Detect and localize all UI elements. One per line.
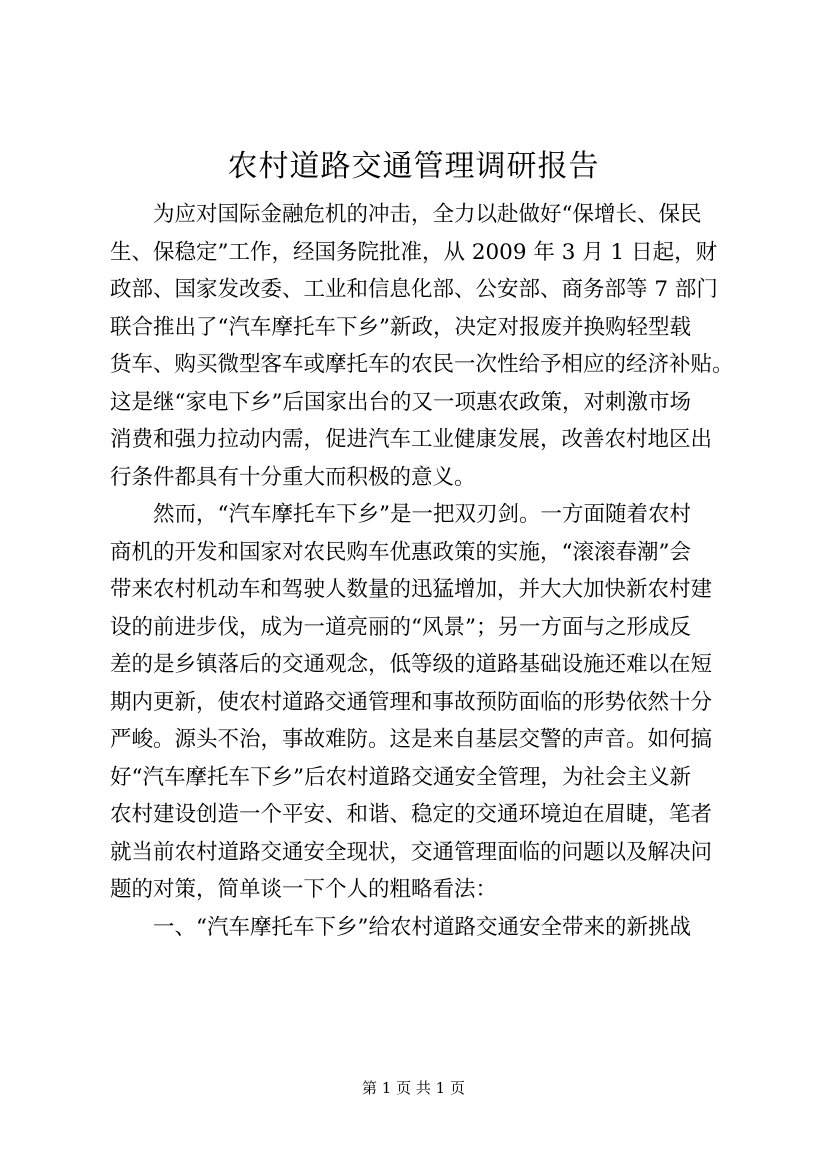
page-footer: 第 1 页 共 1 页 xyxy=(362,1079,465,1097)
paragraph-line: 农村建设创造一个平安、和谐、稳定的交通环境迫在眉睫，笔者 xyxy=(110,802,713,827)
paragraph-line: 就当前农村道路交通安全现状，交通管理面临的问题以及解决问 xyxy=(110,839,713,865)
paragraph-line: 为应对国际金融危机的冲击，全力以赴做好“保增长、保民 xyxy=(153,202,702,227)
paragraph-line: 题的对策，简单谈一下个人的粗略看法： xyxy=(110,877,498,902)
paragraph-line: 货车、购买微型客车或摩托车的农民一次性给予相应的经济补贴。 xyxy=(110,352,734,377)
paragraph-line: 消费和强力拉动内需，促进汽车工业健康发展，改善农村地区出 xyxy=(110,427,713,452)
paragraph-line: 好“汽车摩托车下乡”后农村道路交通安全管理，为社会主义新 xyxy=(110,764,691,790)
paragraph-line: 然而，“汽车摩托车下乡”是一把双刃剑。一方面随着农村 xyxy=(153,502,691,527)
paragraph-line: 期内更新，使农村道路交通管理和事故预防面临的形势依然十分 xyxy=(110,689,713,715)
paragraph-line: 商机的开发和国家对农民购车优惠政策的实施，“滚滚春潮”会 xyxy=(110,539,691,565)
section-heading: 一、“汽车摩托车下乡”给农村道路交通安全带来的新挑战 xyxy=(153,914,691,940)
paragraph-line: 严峻。源头不治，事故难防。这是来自基层交警的声音。如何搞 xyxy=(110,727,713,752)
paragraph-line: 政部、国家发改委、工业和信息化部、公安部、商务部等 7 部门 xyxy=(110,277,718,302)
paragraph-line: 这是继“家电下乡”后国家出台的又一项惠农政策，对刺激市场 xyxy=(110,389,691,415)
paragraph-line: 设的前进步伐，成为一道亮丽的“风景”；另一方面与之形成反 xyxy=(110,614,691,640)
document-title: 农村道路交通管理调研报告 xyxy=(227,149,600,184)
paragraph-line: 差的是乡镇落后的交通观念，低等级的道路基础设施还难以在短 xyxy=(110,652,713,677)
paragraph-line: 带来农村机动车和驾驶人数量的迅猛增加，并大大加快新农村建 xyxy=(110,577,713,602)
paragraph-line: 生、保稳定”工作，经国务院批准，从 2009 年 3 月 1 日起，财 xyxy=(110,239,718,265)
document-body xyxy=(110,196,734,946)
paragraph-line: 行条件都具有十分重大而积极的意义。 xyxy=(110,464,476,490)
paragraph-line: 联合推出了“汽车摩托车下乡”新政，决定对报废并换购轻型载 xyxy=(110,314,691,340)
